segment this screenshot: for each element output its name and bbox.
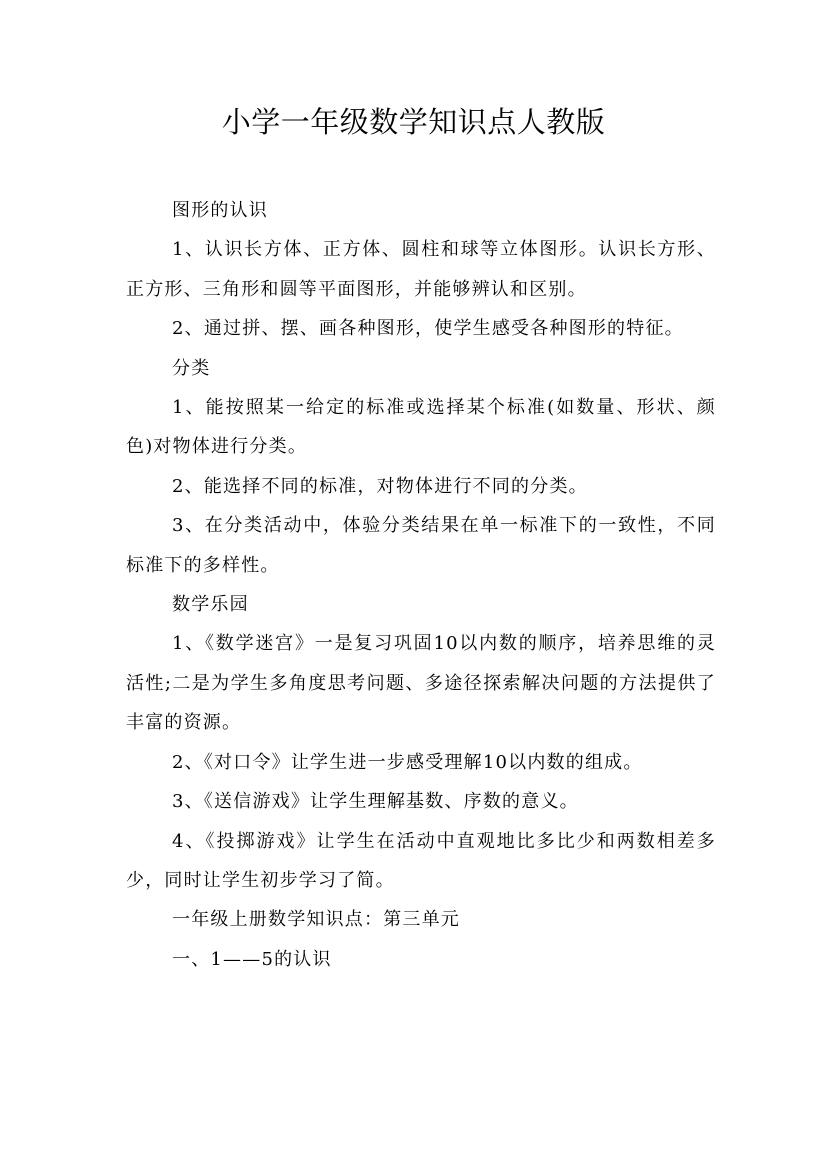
- paragraph: 1、能按照某一给定的标准或选择某个标准(如数量、形状、颜色)对物体进行分类。: [126, 397, 716, 458]
- document-body: [126, 191, 716, 979]
- section-heading-unit-three: 一年级上册数学知识点：第三单元: [172, 909, 460, 931]
- section-heading-numbers-1-5: 一、1——5的认识: [172, 948, 332, 970]
- paragraph: 1、认识长方体、正方体、圆柱和球等立体图形。认识长方形、正方形、三角形和圆等平面图形，并能够辨认和区别。: [126, 239, 716, 300]
- paragraph: 2、通过拼、摆、画各种图形，使学生感受各种图形的特征。: [172, 318, 684, 340]
- paragraph: 3、《送信游戏》让学生理解基数、序数的意义。: [172, 791, 579, 813]
- section-heading-shapes: 图形的认识: [172, 200, 268, 221]
- paragraph: 2、能选择不同的标准，对物体进行不同的分类。: [172, 475, 588, 497]
- section-heading-classification: 分类: [172, 357, 211, 379]
- paragraph: 1、《数学迷宫》一是复习巩固10以内数的顺序，培养思维的灵活性;二是为学生多角度思考问题、多途径探索解决问题的方法提供了丰富的资源。: [126, 633, 716, 734]
- paragraph: 2、《对口令》让学生进一步感受理解10以内数的组成。: [172, 751, 643, 773]
- section-heading-math-park: 数学乐园: [172, 594, 249, 616]
- paragraph: 3、在分类活动中，体验分类结果在单一标准下的一致性，不同标准下的多样性。: [126, 515, 716, 576]
- document-title: 小学一年级数学知识点人教版: [221, 105, 606, 139]
- paragraph: 4、《投掷游戏》让学生在活动中直观地比多比少和两数相差多少，同时让学生初步学习了简。: [126, 830, 716, 891]
